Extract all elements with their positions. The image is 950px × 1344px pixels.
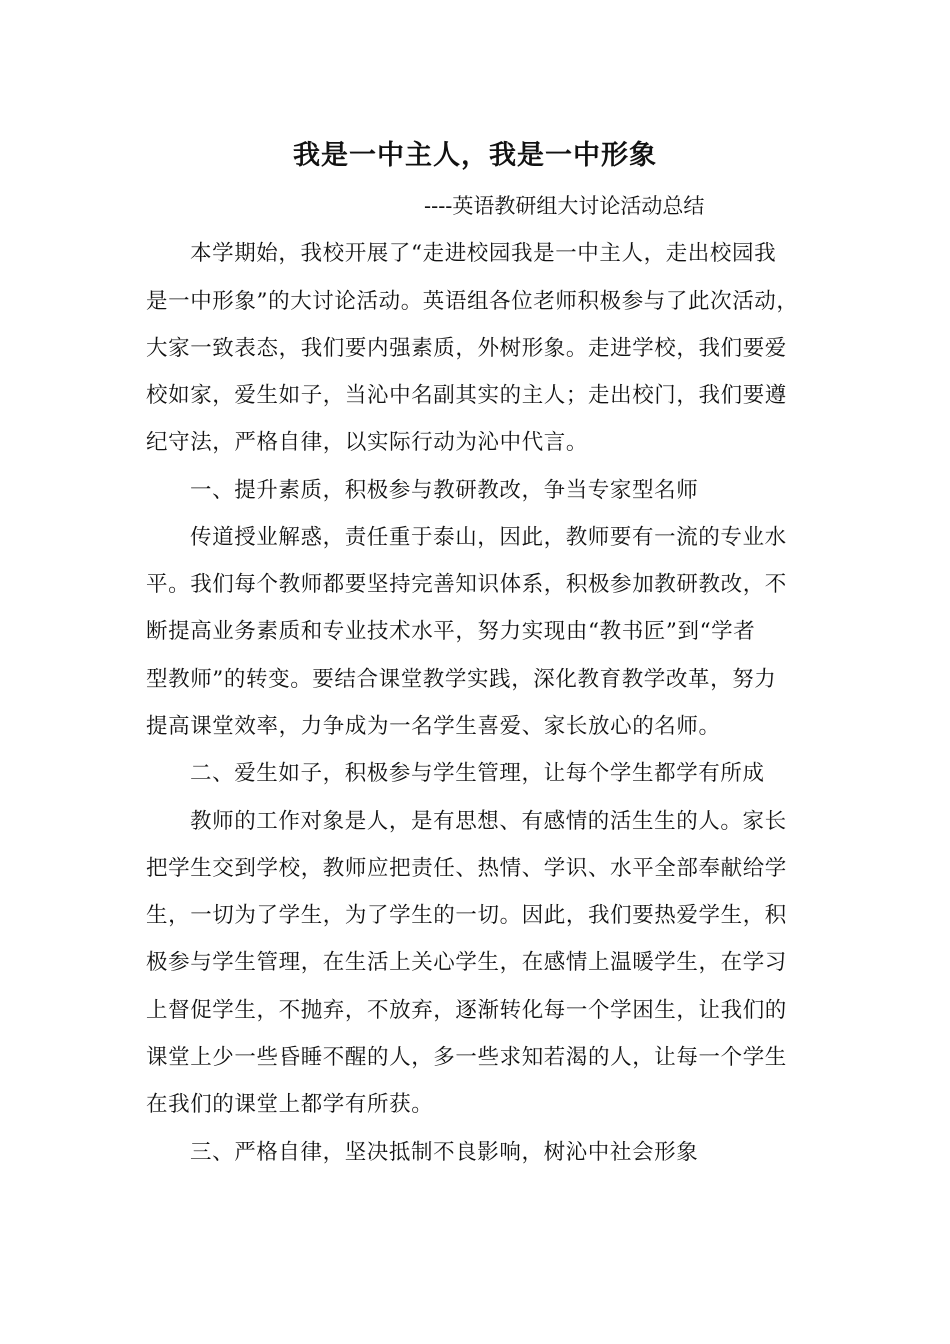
paragraph-line: 平。我们每个教师都要坚持完善知识体系，积极参加教研教改，不 (146, 572, 787, 597)
document-subtitle: ----英语教研组大讨论活动总结 (424, 194, 705, 218)
section-heading-1: 一、提升素质，积极参与教研教改，争当专家型名师 (190, 478, 699, 503)
section-heading-3: 三、严格自律，坚决抵制不良影响，树沁中社会形象 (190, 1140, 699, 1165)
paragraph-line: 是一中形象”的大讨论活动。英语组各位老师积极参与了此次活动， (146, 289, 799, 314)
paragraph-line: 在我们的课堂上都学有所获。 (146, 1092, 434, 1117)
paragraph-line: 大家一致表态，我们要内强素质，外树形象。走进学校，我们要爱 (146, 336, 787, 361)
paragraph-line: 教师的工作对象是人，是有思想、有感情的活生生的人。家长 (190, 809, 787, 834)
paragraph-line: 传道授业解惑，责任重于泰山，因此，教师要有一流的专业水 (190, 525, 787, 550)
paragraph-line: 本学期始，我校开展了“走进校园我是一中主人，走出校园我 (190, 241, 777, 266)
paragraph-line: 极参与学生管理，在生活上关心学生，在感情上温暖学生，在学习 (146, 950, 787, 975)
paragraph-line: 课堂上少一些昏睡不醒的人，多一些求知若渴的人，让每一个学生 (146, 1045, 787, 1070)
paragraph-line: 生，一切为了学生，为了学生的一切。因此，我们要热爱学生，积 (146, 903, 787, 928)
document-title: 我是一中主人，我是一中形象 (293, 140, 657, 171)
paragraph-line: 纪守法，严格自律，以实际行动为沁中代言。 (146, 430, 589, 455)
paragraph-line: 断提高业务素质和专业技术水平，努力实现由“教书匠”到“学者 (146, 619, 756, 644)
paragraph-line: 型教师”的转变。要结合课堂教学实践，深化教育教学改革，努力 (146, 667, 777, 692)
paragraph-line: 校如家，爱生如子，当沁中名副其实的主人；走出校门，我们要遵 (146, 383, 787, 408)
section-heading-2: 二、爱生如子，积极参与学生管理，让每个学生都学有所成 (190, 761, 765, 786)
paragraph-line: 上督促学生，不抛弃，不放弃，逐渐转化每一个学困生，让我们的 (146, 998, 787, 1023)
paragraph-line: 提高课堂效率，力争成为一名学生喜爱、家长放心的名师。 (146, 714, 721, 739)
paragraph-line: 把学生交到学校，教师应把责任、热情、学识、水平全部奉献给学 (146, 856, 787, 881)
